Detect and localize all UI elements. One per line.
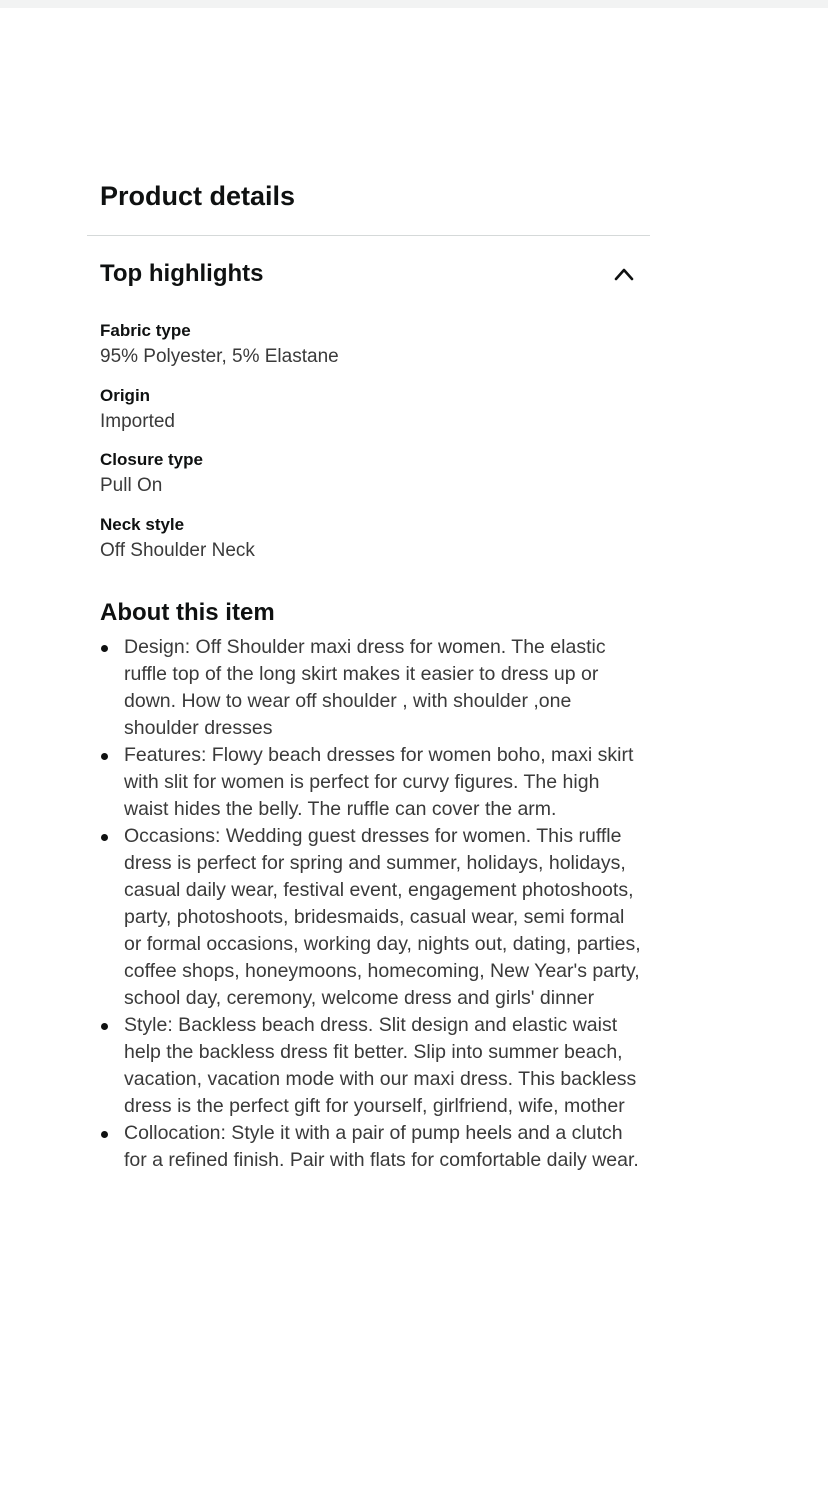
attribute-label: Neck style <box>100 514 185 534</box>
bullet-dot-icon <box>101 753 108 760</box>
bullet-text: Occasions: Wedding guest dresses for women. This ruffle dress is perfect for spring and summer, holidays, holidays, casual daily wear, festival event, engagement photoshoots, party, photoshoots, bridesmaids, casual wear, semi formal or formal occasions, working day, nights out, dating, parties, coffee shops, honeymoons, homecoming, New Year's party, school day, ceremony, welcome dress and girls' dinner <box>124 825 641 1009</box>
top-status-strip <box>0 0 828 8</box>
attribute-origin <box>100 384 660 449</box>
bullet-dot-icon <box>101 645 108 652</box>
attribute-label: Closure type <box>100 450 203 469</box>
bullet-features <box>100 742 645 823</box>
attribute-label: Fabric type <box>100 321 191 340</box>
top-highlights-list <box>100 319 660 577</box>
chevron-up-icon[interactable] <box>610 260 638 288</box>
top-highlights-toggle[interactable] <box>100 256 640 292</box>
bullet-text: Features: Flowy beach dresses for women boho, maxi skirt with slit for women is perfect for curvy figures. The high waist hides the belly. The ruffle can cover the arm. <box>124 744 634 820</box>
bullet-text: Collocation: Style it with a pair of pump heels and a clutch for a refined finish. Pair with flats for comfortable daily wear. <box>124 1122 639 1171</box>
bullet-dot-icon <box>101 1023 108 1030</box>
attribute-fabric-type <box>100 319 660 384</box>
bullet-design <box>100 634 645 742</box>
attribute-value: Pull On <box>100 475 163 496</box>
bullet-occasions <box>100 823 645 1012</box>
section-divider <box>87 235 650 236</box>
bullet-dot-icon <box>101 834 108 841</box>
page-title: Product details <box>100 181 296 211</box>
attribute-value: Imported <box>100 410 175 432</box>
about-bullet-list <box>100 634 645 1174</box>
bullet-dot-icon <box>101 1131 108 1138</box>
attribute-neck-style <box>100 513 660 578</box>
top-highlights-title: Top highlights <box>100 260 264 287</box>
attribute-value: Off Shoulder Neck <box>100 539 255 561</box>
bullet-text: Design: Off Shoulder maxi dress for women. The elastic ruffle top of the long skirt makes it easier to dress up or down. How to wear off shoulder , with shoulder ,one shoulder dresses <box>124 636 606 739</box>
attribute-label: Origin <box>100 385 151 405</box>
about-this-item-title: About this item <box>100 599 275 626</box>
bullet-style <box>100 1012 645 1120</box>
attribute-value: 95% Polyester, 5% Elastane <box>100 346 339 367</box>
attribute-closure-type <box>100 448 660 513</box>
bullet-collocation <box>100 1120 645 1174</box>
bullet-text: Style: Backless beach dress. Slit design and elastic waist help the backless dress fit better. Slip into summer beach, vacation, vacation mode with our maxi dress. This backless dress is the perfect gift for yourself, girlfriend, wife, mother <box>124 1014 637 1117</box>
